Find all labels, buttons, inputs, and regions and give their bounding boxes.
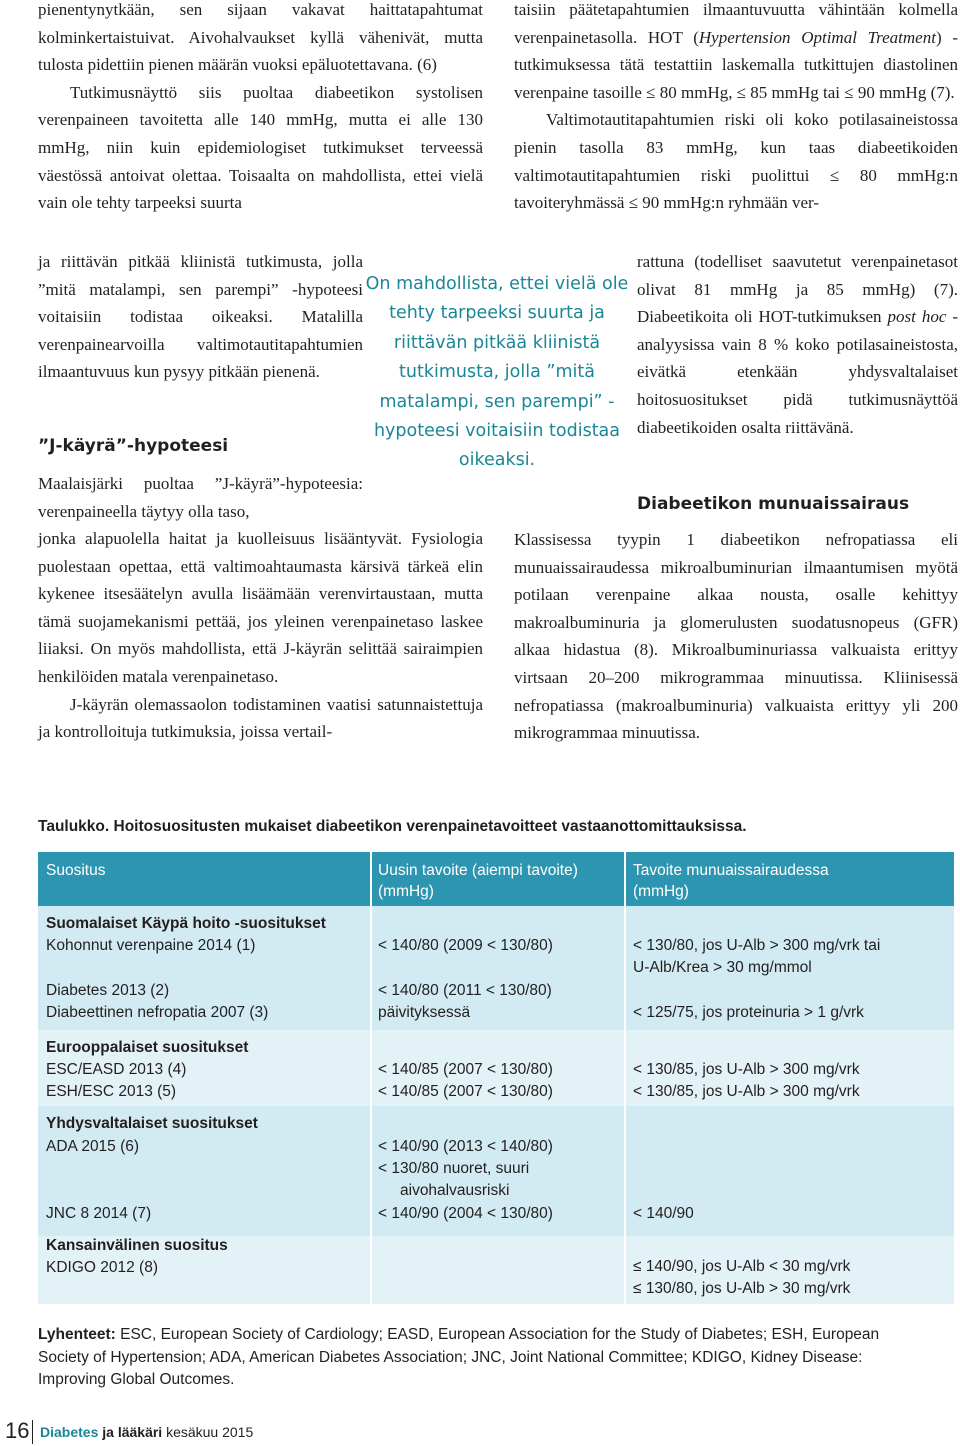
right-column-wrap [637, 248, 958, 441]
right-paragraph-2a: Valtimotautitapahtumien riski oli koko potilasaineistossa pienin tasolla 83 mmHg, kun taas diabeetikoiden valtimotautitapahtumien riski puolittui ≤ 80 mmHg:n tavoiteryhmässä ≤ 90 mmHg:n ryhmään ver- [514, 110, 958, 213]
table-cell-target: < 140/85 (2007 < 130/80) [378, 1083, 553, 1100]
left-heading-wrap [38, 436, 363, 456]
table-cell-kidney: < 130/85, jos U-Alb > 300 mg/vrk [633, 1061, 860, 1078]
header-kidney-target [633, 860, 829, 902]
table-row: JNC 8 2014 (7) [46, 1205, 152, 1222]
group-title-international: Kansainvälinen suositus [46, 1237, 228, 1254]
column-divider-2 [624, 852, 626, 1304]
left-paragraph-3a: Maalaisjärki puoltaa ”J-käyrä”-hypoteesia: verenpaineella täytyy olla taso, [38, 474, 363, 521]
table-cell-kidney: ≤ 140/90, jos U-Alb < 30 mg/vrk [633, 1258, 851, 1275]
post-hoc-term: post hoc [887, 307, 947, 327]
table-cell-kidney: < 140/90 [633, 1205, 694, 1222]
magazine-issue: kesäkuu 2015 [162, 1424, 254, 1440]
table-cell-kidney: < 130/80, jos U-Alb > 300 mg/vrk tai [633, 937, 881, 954]
left-paragraph-1: pienentynytkään, sen sijaan vakavat haittatapahtumat kolminkertaistuivat. Aivohalvaukset kyllä vähenivät, mutta tulosta pidettiin pienen määrän vuoksi epäluotettavana. (6) [38, 0, 483, 75]
table-cell-kidney: U-Alb/Krea > 30 mg/mmol [633, 959, 812, 976]
table-row: KDIGO 2012 (8) [46, 1259, 158, 1276]
right-p2b-text-end: -analyysissa vain 8 % koko potilasaineistosta, eivätkä etenkään yhdysvaltalaiset hoitosuositukset pidä tutkimusnäyttöä diabeetikoiden osalta riittävänä. [637, 307, 958, 437]
right-p1-text: taisiin päätetapahtumien ilmaantuvuutta vähintään kolmella verenpainetasolla. HOT ( [514, 0, 958, 47]
left-paragraph-4: J-käyrän olemassaolon todistaminen vaatisi satunnaistettuja ja kontrolloituja tutkimuksia, joissa vertail- [38, 694, 483, 742]
header-target-unit: (mmHg) [378, 883, 434, 900]
table-row: Diabeettinen nefropatia 2007 (3) [46, 1004, 269, 1021]
group-title-european: Eurooppalaiset suositukset [46, 1039, 249, 1056]
abbreviations [38, 1324, 928, 1392]
left-column-bottom [38, 525, 483, 746]
left-paragraph-3b: jonka alapuolella haitat ja kuolleisuus lisääntyvät. Fysiologia puolestaan opettaa, että valtimoahtaumasta kärsivä tärkeä elin kykenee itsesäätelyn avulla lisäämään verenvirtaustaan, mutta tämä suojamekanismi pettää, jos yleinen verenpainetaso laskee liiaksi. On myös mahdollista, että J-käyrän selittää sairaimpien henkilöiden matala verenpainetaso. [38, 529, 483, 686]
header-target [378, 860, 578, 902]
right-heading-wrap [637, 494, 958, 514]
footer-divider [32, 1420, 33, 1444]
hot-expansion: Hypertension Optimal Treatment [698, 27, 936, 47]
abbreviations-label: Lyhenteet: [38, 1326, 116, 1343]
right-p2b-text: rattuna (todelliset saavutetut verenpainetasot olivat 81 mmHg ja 85 mmHg) (7). Diabeetikoita oli HOT-tutkimuksen [637, 252, 958, 327]
recommendations-table [38, 852, 954, 1304]
table-caption: Taulukko. Hoitosuositusten mukaiset diabeetikon verenpainetavoitteet vastaanottomittauksissa. [38, 818, 747, 835]
table-row: ESC/EASD 2013 (4) [46, 1061, 187, 1078]
header-recommendation: Suositus [46, 862, 106, 879]
table-row: Diabetes 2013 (2) [46, 982, 170, 999]
abbreviations-text: ESC, European Society of Cardiology; EASD, European Association for the Study of Diabetes; ESH, European Society of Hypertension; ADA, American Diabetes Association; JNC, Joint National Committee; KDIGO, Kidney Disease: Improving Global Outcomes. [38, 1326, 880, 1388]
table-cell-target: < 140/90 (2004 < 130/80) [378, 1205, 553, 1222]
left-paragraph-2a: Tutkimusnäyttö siis puoltaa diabeetikon systolisen verenpaineen tavoitetta alle 140 mmHg, mutta ei alle 130 mmHg, niin kuin epidemiologiset tutkimukset terveessä väestössä antoivat olettaa. Toisaalta on mahdollista, ettei vielä vain ole tehty tarpeeksi suurta [38, 82, 483, 213]
left-column-wrap-2 [38, 470, 363, 525]
table-header [38, 852, 954, 906]
table-cell-kidney: ≤ 130/80, jos U-Alb > 30 mg/vrk [633, 1280, 851, 1297]
right-paragraph-1 [514, 0, 958, 106]
table-cell-target: aivohalvausriski [400, 1182, 510, 1199]
group-title-finnish: Suomalaiset Käypä hoito -suositukset [46, 915, 326, 932]
kidney-heading: Diabeetikon munuaissairaus [637, 494, 910, 514]
table-cell-target: < 140/80 (2009 < 130/80) [378, 937, 553, 954]
column-divider-1 [370, 852, 372, 1304]
left-column [38, 0, 483, 217]
table-cell-target: < 140/85 (2007 < 130/80) [378, 1061, 553, 1078]
header-target-line1: Uusin tavoite (aiempi tavoite) [378, 862, 578, 879]
magazine-name-diabetes: Diabetes [40, 1424, 99, 1440]
group-title-american: Yhdysvaltalaiset suositukset [46, 1115, 258, 1132]
table-cell-target: < 140/80 (2011 < 130/80) [378, 982, 552, 999]
table-cell-kidney: < 130/85, jos U-Alb > 300 mg/vrk [633, 1083, 860, 1100]
pull-quote: On mahdollista, ettei vielä ole tehty tarpeeksi suurta ja riittävän pitkää kliinistä tutkimusta, jolla ”mitä matalampi, sen parempi” -hypoteesi voitaisiin todistaa oikeaksi. [365, 274, 629, 471]
right-column [514, 0, 958, 217]
right-p1-text-end: ) -tutkimuksessa tätä testattiin laskemalla tutkittujen diastolinen verenpaine tasoille ≤ 80 mmHg, ≤ 85 mmHg tai ≤ 90 mmHg (7). [514, 27, 959, 102]
table-cell-target: < 130/80 nuoret, suuri [378, 1160, 530, 1177]
left-column-wrap [38, 248, 363, 386]
magazine-title [40, 1424, 253, 1440]
magazine-name-laakari: ja lääkäri [98, 1424, 163, 1440]
header-kidney-unit: (mmHg) [633, 883, 689, 900]
page-number: 16 [5, 1418, 30, 1443]
table-cell-target: päivityksessä [378, 1004, 471, 1021]
left-paragraph-2b: ja riittävän pitkää kliinistä tutkimusta, jolla ”mitä matalampi, sen parempi” -hypoteesi voitaisiin todistaa oikeaksi. Matalilla verenpainearvoilla valtimotautitapahtumien ilmaantuvuus kun pysyy pitkään pienenä. [38, 252, 363, 382]
header-kidney-line1: Tavoite munuaissairaudessa [633, 862, 829, 879]
right-column-bottom [514, 526, 958, 747]
table-cell-target: < 140/90 (2013 < 140/80) [378, 1138, 553, 1155]
right-paragraph-2b [637, 248, 958, 441]
j-curve-heading: ”J-käyrä”-hypoteesi [38, 436, 229, 456]
table-row: Kohonnut verenpaine 2014 (1) [46, 937, 256, 954]
table-cell-kidney: < 125/75, jos proteinuria > 1 g/vrk [633, 1004, 864, 1021]
right-paragraph-3: Klassisessa tyypin 1 diabeetikon nefropatiassa eli munuaissairaudessa mikroalbuminurian ilmaantumisen myötä potilaan verenpaine alkaa nousta, osalle kehittyy makroalbuminuria ja glomerulusten suodatusnopeus (GFR) alkaa hidastua (8). Mikroalbuminuriassa valkuaista erittyy virtsaan 20–200 mikrogrammaa minuutissa. Kliinisessä nefropatiassa (makroalbuminuria) valkuaista erittyy yli 200 mikrogrammaa minuutissa. [514, 530, 958, 743]
table-row: ADA 2015 (6) [46, 1138, 140, 1155]
table-row: ESH/ESC 2013 (5) [46, 1083, 177, 1100]
